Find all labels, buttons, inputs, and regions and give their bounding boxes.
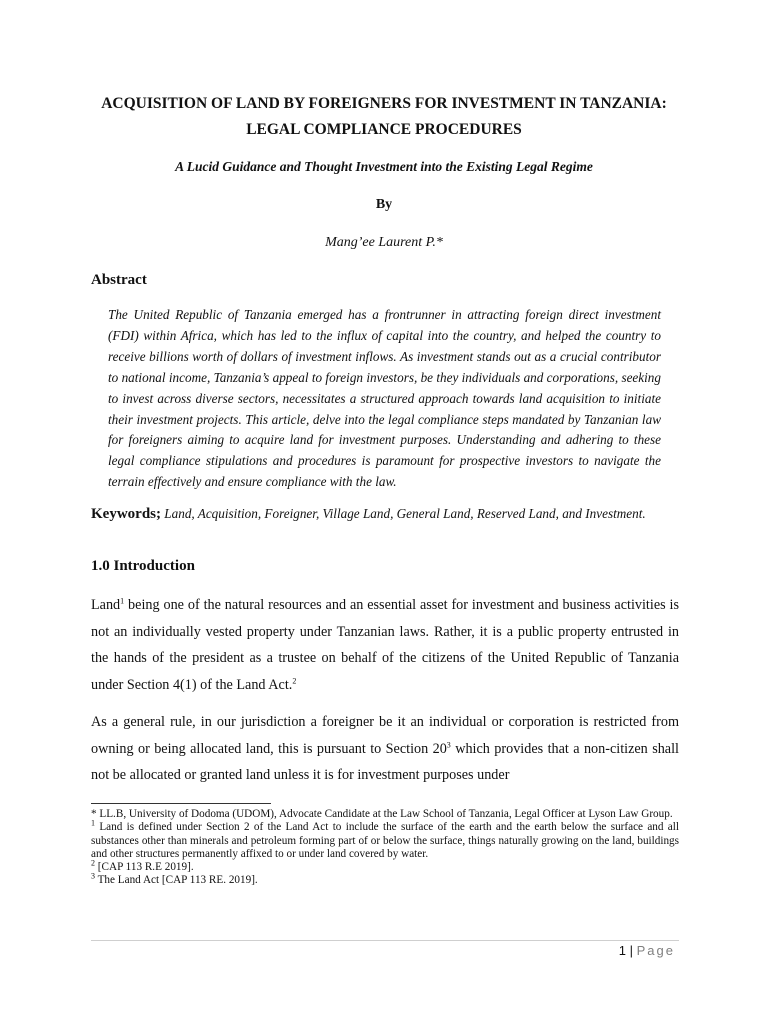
keywords-list: Land, Acquisition, Foreigner, Village Land, General Land, Reserved Land, and Investment. — [164, 506, 646, 521]
footnote-text: LL.B, University of Dodoma (UDOM), Advocate Candidate at the Law School of Tanzania, Legal Officer at Lyson Law Group. — [96, 808, 673, 820]
footnote-text: [CAP 113 R.E 2019]. — [95, 861, 194, 874]
footnote-separator — [91, 803, 271, 804]
page-number-value: 1 — [618, 943, 627, 958]
abstract-heading: Abstract — [91, 272, 147, 288]
footnote-text: Land is defined under Section 2 of the Land Act to include the surface of the earth and the earth below the surface and all substances other than minerals and petroleum forming part of or below the surface, things naturally growing on the land, buildings and other structures permanently affixed to or under land covered by water. — [91, 821, 679, 860]
footnote-mark: * — [91, 808, 97, 820]
footnote-ref-2[interactable]: 2 — [292, 675, 297, 685]
by-line: By — [375, 197, 393, 212]
footnote-2 — [91, 858, 679, 874]
para2-text-b: which provides that a non-citizen shall not be allocated or granted land unless it is for investment purposes under — [91, 740, 679, 783]
para1-text: being one of the natural resources and an essential asset for investment and business activities is not an individually vested property under Tanzanian laws. Rather, it is a public property entrusted in the hands of the president as a trustee on behalf of the citizens of the United Republic of Tanzania under Section 4(1) of the Land Act. — [91, 597, 679, 693]
footnotes — [91, 808, 679, 888]
keywords — [91, 504, 661, 525]
footnote-mark: 3 — [91, 871, 95, 881]
footnote-1 — [91, 818, 679, 861]
footnote-mark: 1 — [91, 818, 95, 828]
subtitle: A Lucid Guidance and Thought Investment into the Existing Legal Regime — [175, 159, 593, 174]
introduction-paragraph-2 — [91, 709, 679, 789]
page-number — [619, 942, 675, 960]
page-footer-rule — [91, 940, 679, 941]
page-word: Page — [636, 943, 675, 958]
footnote-author — [91, 808, 679, 821]
footnote-mark: 2 — [91, 858, 95, 868]
title-line-2: LEGAL COMPLIANCE PROCEDURES — [246, 121, 522, 138]
footnote-ref-3[interactable]: 3 — [446, 739, 451, 749]
introduction-paragraph-1 — [91, 592, 679, 698]
abstract-text: The United Republic of Tanzania emerged has a frontrunner in attracting foreign direct investment (FDI) within Africa, which has led to the influx of capital into the country, and helped the country to receive billions worth of dollars of investment inflows. As investment stands out as a crucial contributor to national income, Tanzania’s appeal to foreign investors, be they individuals and corporations, seeking to invest across diverse sectors, necessitates a structured approach towards land acquisition to initiate their investment projects. This article, delve into the legal compliance steps mandated by Tanzanian law for foreigners aiming to acquire land for investment purposes. Understanding and adhering to these legal compliance stipulations and procedures is paramount for prospective investors to navigate the terrain effectively and ensure compliance with the law. — [108, 307, 661, 490]
footnote-ref-1[interactable]: 1 — [120, 596, 125, 606]
author-name: Mang’ee Laurent P.* — [325, 235, 443, 250]
para2-text-a: As a general rule, in our jurisdiction a foreigner be it an individual or corporation is restricted from owning or being allocated land, this is pursuant to Section 20 — [91, 714, 679, 757]
footnote-3 — [91, 871, 679, 887]
page-separator: | — [626, 943, 637, 958]
para1-word: Land — [91, 597, 121, 613]
section-heading-introduction: 1.0 Introduction — [91, 558, 195, 574]
title-line-1: ACQUISITION OF LAND BY FOREIGNERS FOR INVESTMENT IN TANZANIA: — [101, 95, 667, 112]
keywords-label: Keywords; — [91, 506, 161, 522]
footnote-text: The Land Act [CAP 113 RE. 2019]. — [95, 874, 258, 887]
